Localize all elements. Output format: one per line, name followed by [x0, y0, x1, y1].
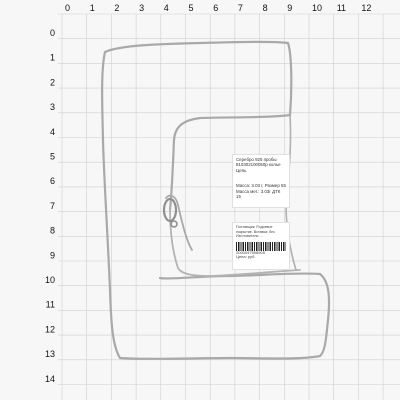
product-tag-1: [232, 154, 290, 208]
left-ruler-label: 3: [49, 102, 55, 113]
top-ruler-label: 4: [163, 3, 169, 13]
price-label: Цена: руб.: [236, 254, 256, 259]
tag2-line1: Поставщик: Родиевое: [236, 225, 273, 229]
top-ruler-label: 6: [213, 3, 219, 13]
top-ruler-label: 7: [237, 3, 243, 13]
left-ruler-label: 9: [49, 250, 55, 261]
product-tag-2: [232, 222, 290, 270]
top-ruler-label: 9: [287, 3, 293, 13]
left-ruler-label: 10: [44, 275, 55, 285]
top-ruler-label: 1: [89, 3, 95, 13]
clasp-ring: [171, 221, 177, 227]
tag1-line3: Масса: 3.03 г, Размер 55: [236, 183, 286, 189]
top-ruler-label: 3: [139, 3, 145, 13]
top-ruler-label: 11: [336, 3, 347, 13]
top-ruler: [65, 3, 371, 13]
left-ruler-label: 14: [44, 373, 55, 384]
tag1-line4: Масса мет.: 3.03г ДТК 15: [236, 188, 281, 200]
left-ruler-label: 7: [49, 200, 55, 211]
left-ruler-label: 1: [49, 52, 55, 63]
barcode-number: 2000047508905: [236, 249, 265, 255]
left-ruler-label: 0: [49, 28, 55, 38]
top-ruler-label: 12: [361, 3, 372, 13]
tag1-line1: Серебро 925 пробы: [236, 157, 277, 162]
tag2-line2: покрытие. Вставка: без: [236, 229, 275, 234]
left-ruler-label: 2: [49, 77, 55, 88]
top-ruler-label: 2: [114, 3, 120, 13]
measurement-grid: [58, 14, 400, 400]
top-ruler-label: 5: [188, 3, 194, 13]
top-ruler-label: 0: [65, 3, 71, 13]
top-ruler-label: 10: [312, 3, 323, 13]
left-ruler-label: 4: [49, 126, 55, 137]
left-ruler-label: 11: [45, 299, 55, 310]
left-ruler: [45, 28, 55, 400]
tag2-line3: Изготовитель: ...: [236, 234, 264, 238]
left-ruler-label: 5: [49, 151, 55, 162]
top-ruler-label: 8: [262, 3, 268, 13]
left-ruler-label: 13: [44, 349, 55, 360]
left-ruler-label: 12: [44, 324, 55, 335]
left-ruler-label: 6: [49, 176, 55, 187]
tag1-line2: 810302100050р колье Цепь: [236, 162, 281, 173]
left-ruler-label: 8: [49, 225, 55, 236]
